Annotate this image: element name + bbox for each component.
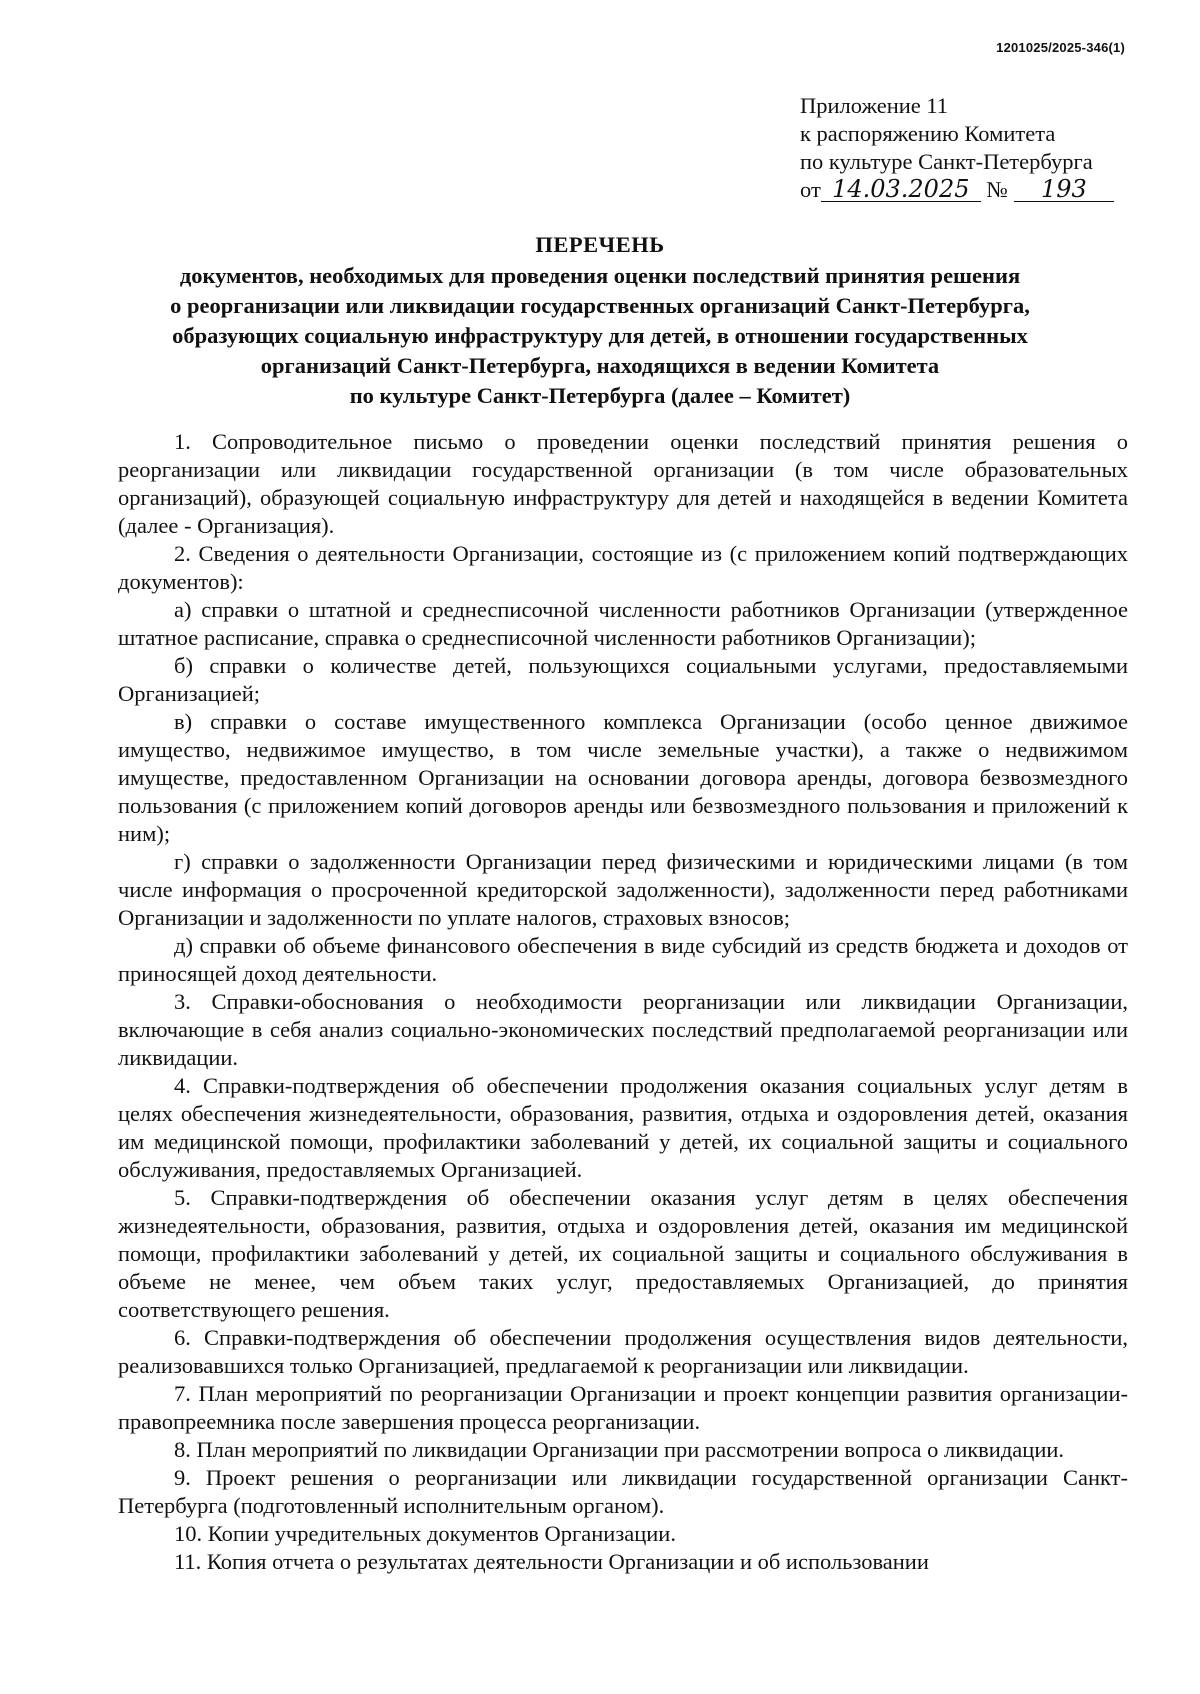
document-number: 1201025/2025-346(1) bbox=[996, 40, 1125, 55]
title-line: по культуре Санкт-Петербурга (далее – Комитет) bbox=[349, 383, 851, 408]
title-line: организаций Санкт-Петербурга, находящихся в ведении Комитета bbox=[260, 353, 940, 378]
paragraph: г) справки о задолженности Организации перед физическими и юридическими лицами (в том числе информация о просроченной кредиторской задолженности), задолженности перед работниками Организации и задолженности по уплате налогов, страховых взносов; bbox=[118, 849, 1128, 930]
paragraph: 3. Справки-обоснования о необходимости реорганизации или ликвидации Организации, включающие в себя анализ социально-экономических последствий предполагаемой реорганизации или ликвидации. bbox=[118, 989, 1128, 1070]
document-body bbox=[118, 428, 1128, 1576]
paragraph: 6. Справки-подтверждения об обеспечении продолжения осуществления видов деятельности, реализовавшихся только Организацией, предлагаемой к реорганизации или ликвидации. bbox=[118, 1325, 1128, 1378]
title-line: образующих социальную инфраструктуру для детей, в отношении государственных bbox=[172, 323, 1028, 348]
paragraph: 10. Копии учредительных документов Организации. bbox=[174, 1521, 676, 1546]
handwritten-number: 193 bbox=[1014, 177, 1114, 202]
handwritten-date: 14.03.2025 bbox=[821, 177, 981, 202]
title-line: о реорганизации или ликвидации государственных организаций Санкт-Петербурга, bbox=[170, 293, 1030, 318]
paragraph: 1. Сопроводительное письмо о проведении оценки последствий принятия решения о реорганизации или ликвидации государственной организации (в том числе образовательных организаций), образующей социальную инфраструктуру для детей и находящейся в ведении Комитета (далее - Организация). bbox=[118, 429, 1128, 538]
appendix-committee: по культуре Санкт-Петербурга bbox=[800, 149, 1093, 174]
date-prefix: от bbox=[800, 177, 821, 202]
paragraph: д) справки об объеме финансового обеспечения в виде субсидий из средств бюджета и доходов от приносящей доход деятельности. bbox=[118, 933, 1128, 986]
paragraph: б) справки о количестве детей, пользующихся социальными услугами, предоставляемыми Организацией; bbox=[118, 653, 1128, 706]
appendix-block bbox=[800, 92, 1130, 204]
paragraph: 4. Справки-подтверждения об обеспечении продолжения оказания социальных услуг детям в целях обеспечения жизнедеятельности, образования, развития, отдыха и оздоровления детей, оказания им медицинской помощи, профилактики заболеваний у детей, их социальной защиты и социального обслуживания, предоставляемых Организацией. bbox=[118, 1073, 1128, 1182]
paragraph: 5. Справки-подтверждения об обеспечении оказания услуг детям в целях обеспечения жизнедеятельности, образования, развития, отдыха и оздоровления детей, оказания им медицинской помощи, профилактики заболеваний у детей, их социальной защиты и социального обслуживания в объеме не менее, чем объем таких услуг, предоставляемых Организацией, до принятия соответствующего решения. bbox=[118, 1185, 1128, 1322]
appendix-reference: к распоряжению Комитета bbox=[800, 121, 1056, 146]
appendix-date-number-line bbox=[800, 176, 1130, 204]
title-line: документов, необходимых для проведения оценки последствий принятия решения bbox=[179, 263, 1021, 288]
number-prefix: № bbox=[986, 177, 1008, 202]
paragraph: а) справки о штатной и среднесписочной численности работников Организации (утвержденное штатное расписание, справка о среднесписочной численности работников Организации); bbox=[118, 597, 1128, 650]
document-title bbox=[0, 230, 1200, 410]
title-main: ПЕРЕЧЕНЬ bbox=[535, 232, 665, 257]
paragraph: 11. Копия отчета о результатах деятельности Организации и об использовании bbox=[174, 1549, 929, 1574]
paragraph: в) справки о составе имущественного комплекса Организации (особо ценное движимое имущество, недвижимое имущество, в том числе земельные участки), а также о недвижимом имуществе, предоставленном Организации на основании договора аренды, договора безвозмездного пользования (с приложением копий договоров аренды или безвозмездного пользования и приложений к ним); bbox=[118, 709, 1128, 846]
appendix-title: Приложение 11 bbox=[800, 93, 949, 118]
paragraph: 2. Сведения о деятельности Организации, состоящие из (с приложением копий подтверждающих документов): bbox=[118, 541, 1128, 594]
paragraph: 8. План мероприятий по ликвидации Организации при рассмотрении вопроса о ликвидации. bbox=[174, 1437, 1065, 1462]
paragraph: 9. Проект решения о реорганизации или ликвидации государственной организации Санкт-Петербурга (подготовленный исполнительным органом). bbox=[118, 1465, 1128, 1518]
paragraph: 7. План мероприятий по реорганизации Организации и проект концепции развития организации-правопреемника после завершения процесса реорганизации. bbox=[118, 1381, 1128, 1434]
